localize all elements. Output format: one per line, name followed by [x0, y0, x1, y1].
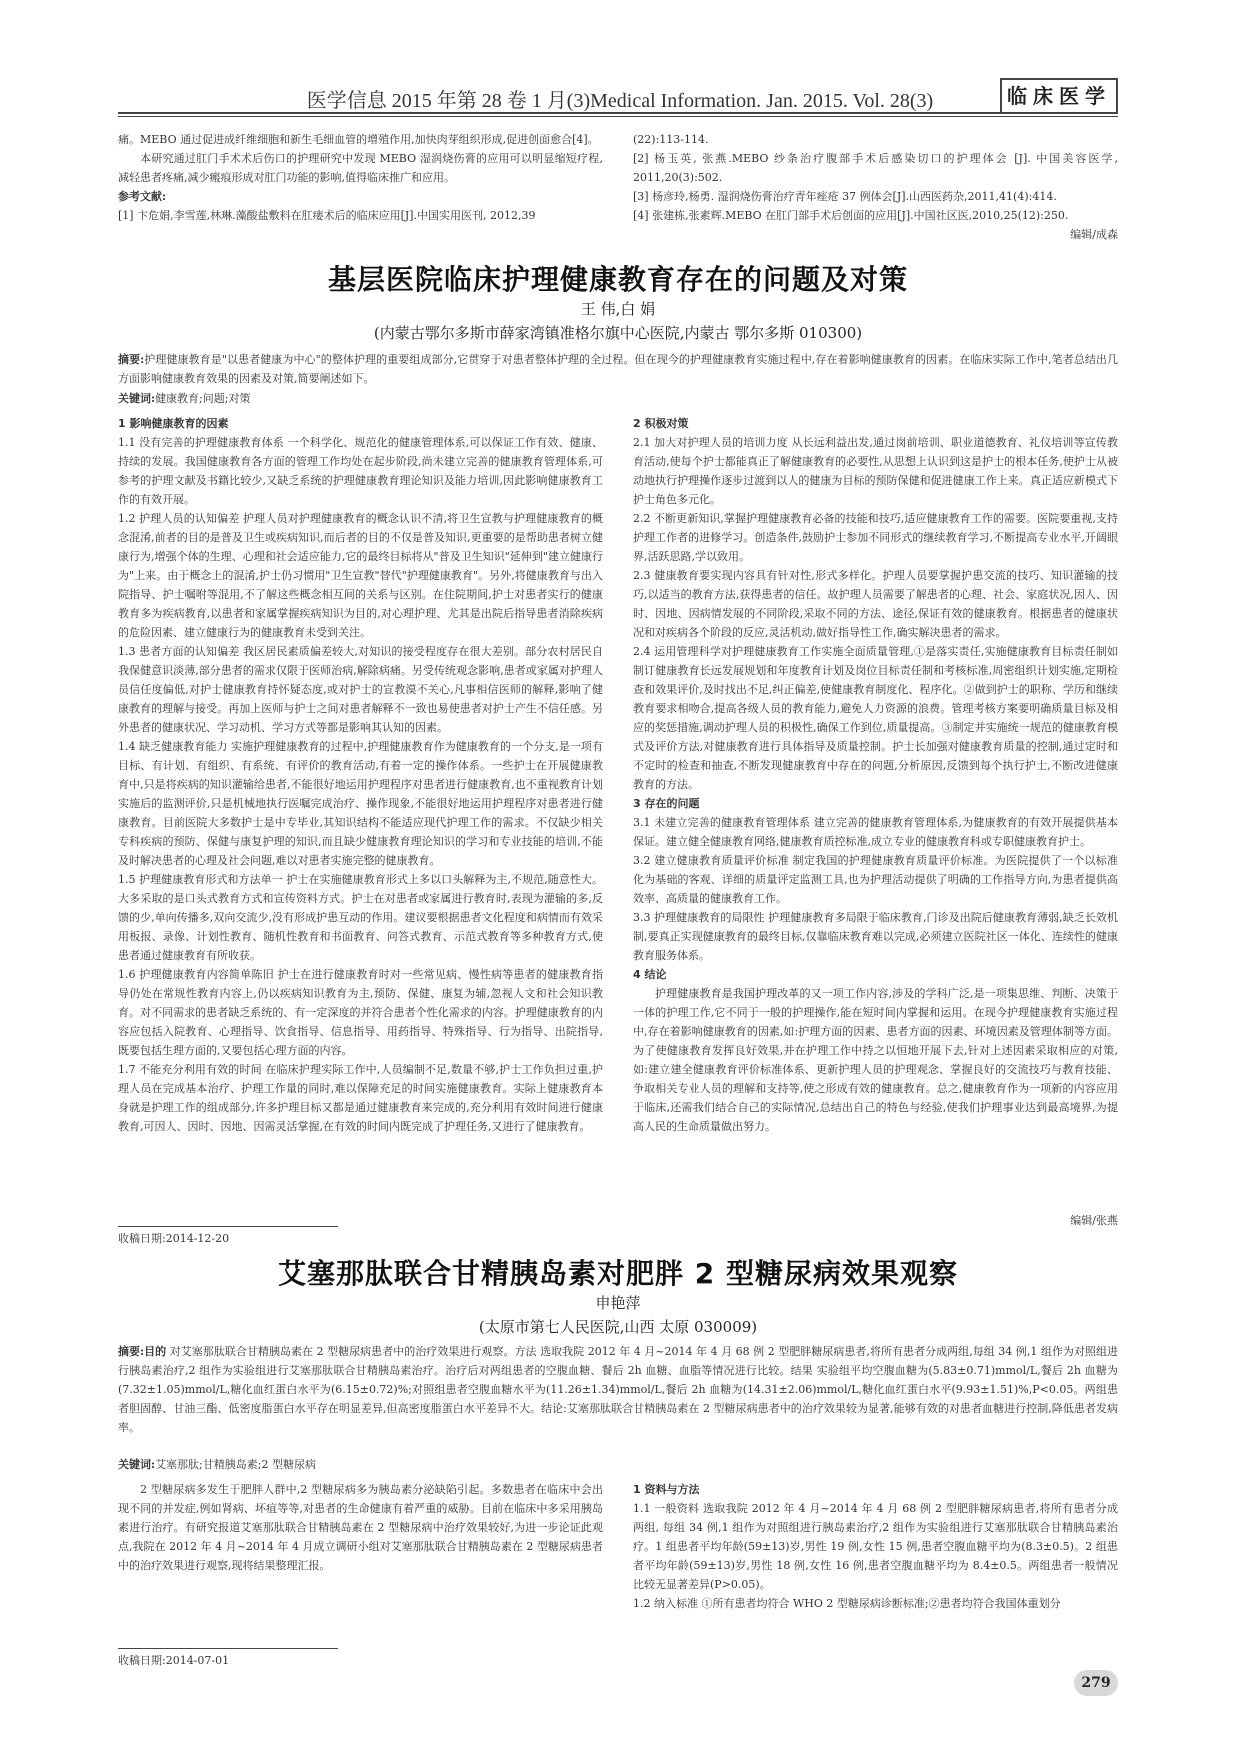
body-paragraph: 3.3 护理健康教育的局限性 护理健康教育多局限于临床教育,门诊及出院后健康教育薄弱,缺乏长效机制,要真正实现健康教育的最终目标,仅靠临床教育难以完成,必须建立医院社区一体化、连续性的健康教育服务体系。	[633, 911, 1118, 962]
reference-item: [4] 张建栋,张素辉.MEBO 在肛门部手术后创面的应用[J].中国社区医,2010,25(12):250.	[633, 209, 1069, 222]
article2-left-column	[118, 1480, 603, 1575]
reference-item: [2] 杨玉英, 张燕.MEBO 纱条治疗腹部手术后感染切口的护理体会 [J]. 中国美容医学, 2011,20(3):502.	[633, 152, 1118, 184]
article1-editor: 编辑/张燕	[1070, 1214, 1118, 1227]
body-paragraph: 2.2 不断更新知识,掌握护理健康教育必备的技能和技巧,适应健康教育工作的需要。医院要重视,支持护理工作者的进修学习。创造条件,鼓励护士参加不同形式的继续教育学习,不断提高专业水平,开阔眼界,活跃思路,学以致用。	[633, 512, 1118, 563]
article2-keywords	[118, 1456, 1118, 1472]
article2-abstract	[118, 1342, 1118, 1437]
body-paragraph: 1.1 一般资料 选取我院 2012 年 4 月~2014 年 4 月 68 例 2 型肥胖糖尿病患者,将所有患者分成两组, 每组 34 例,1 组作为对照组进行胰岛素治疗,2 组作为实验组进行艾塞那肽联合甘精胰岛素治疗。1 组患者平均年龄(59±13)岁,男性 19 例,女性 15 例,患者空腹血糖平均为(8.3±0.5)。2 组患者平均年龄(59±13)岁,男性 18 例,女性 16 例,患者空腹血糖平均为 8.4±0.5。两组患者一般情况比较无显著差异(P>0.05)。	[633, 1502, 1118, 1591]
body-paragraph: 3.2 建立健康教育质量评价标准 制定我国的护理健康教育质量评价标准。为医院提供了一个以标准化为基础的客观、详细的质量评定监测工具,也为护理活动提供了明确的工作指导方向,为患者提供高效率、高质量的健康教育工作。	[633, 854, 1118, 905]
top-right-column	[633, 130, 1118, 244]
body-paragraph: 1.7 不能充分利用有效的时间 在临床护理实际工作中,人员编制不足,数量不够,护士工作负担过重,护理人员在完成基本治疗、护理工作量的同时,难以保障充足的时间实施健康教育。实际上健康教育本身就是护理工作的组成部分,许多护理目标又都是通过健康教育来完成的,充分利用有效时间进行健康教育,可因人、因时、因地、因需灵活掌握,在有效的时间内既完成了护理任务,又进行了健康教育。	[118, 1063, 603, 1133]
article2-authors: 申艳萍	[595, 1294, 641, 1312]
page-number: 279	[1074, 1670, 1118, 1696]
keywords-text: 艾塞那肽;甘精胰岛素;2 型糖尿病	[155, 1458, 316, 1471]
article1-affiliation: (内蒙古鄂尔多斯市薛家湾镇准格尔旗中心医院,内蒙古 鄂尔多斯 010300)	[373, 324, 863, 342]
reference-item: (22):113-114.	[633, 133, 709, 146]
abstract-text: 对艾塞那肽联合甘精胰岛素在 2 型糖尿病患者中的治疗效果进行观察。方法 选取我院 2012 年 4 月~2014 年 4 月 68 例 2 型肥胖糖尿病患者,将所有患者分成两组,每组 34 例,1 组作为对照组进行胰岛素治疗,2 组作为实验组进行艾塞那肽联合甘精胰岛素治疗。治疗后对两组患者的空腹血糖、餐后 2h 血糖、血脂等情况进行比较。结果 实验组平均空腹血糖为(5.83±0.71)mmol/L,餐后 2h 血糖为(7.32±1.05)mmol/L,糖化血红蛋白水平为(6.15±0.72)%;对照组患者空腹血糖水平为(11.26±1.34)mmol/L,餐后 2h 血糖为(14.31±2.06)mmol/L,糖化血红蛋白水平(9.93±1.51)%,P<0.05。两组患者胆固醇、甘油三酯、低密度脂蛋白水平存在明显差异,但高密度脂蛋白水平差异不大。结论:艾塞那肽联合甘精胰岛素在 2 型糖尿病患者中的治疗效果较为显著,能够有效的对患者血糖进行控制,降低患者发病率。	[118, 1345, 1118, 1434]
body-paragraph: 3.1 未建立完善的健康教育管理体系 建立完善的健康教育管理体系,为健康教育的有效开展提供基本保证。建立健全健康教育网络,健康教育质控标准,成立专业的健康教育科或专职健康教育护士。	[633, 816, 1118, 848]
references-heading: 参考文献:	[118, 190, 167, 203]
section-heading: 4 结论	[633, 968, 667, 981]
body-paragraph: 1.5 护理健康教育形式和方法单一 护士在实施健康教育形式上多以口头解释为主,不规范,随意性大。大多采取的是口头式教育方式和宣传资料方式。护士在对患者或家属进行教育时,表现为灌输的多,反馈的少,单向传播多,双向交流少,没有形成护患互动的作用。建议要根据患者文化程度和病情而有效采用板报、录像、计划性教育、随机性教育和书面教育、问答式教育、示范式教育等多种教育方式,使患者通过健康教育有所收获。	[118, 873, 603, 962]
body-paragraph: 2.1 加大对护理人员的培训力度 从长远利益出发,通过岗前培训、职业道德教育、礼仪培训等宣传教育活动,使每个护士都能真正了解健康教育的必要性,从思想上认识到这是护士的根本任务,使护士从被动地执行护理操作逐步过渡到以人的健康为目标的预防保健和促进健康工作上来。真正适应新模式下护士角色多元化。	[633, 436, 1118, 506]
reference-item: [3] 杨彦玲,杨勇. 湿润烧伤膏治疗青年痤疮 37 例体会[J].山西医药杂,2011,41(4):414.	[633, 190, 1057, 203]
section-heading: 1 影响健康教育的因素	[118, 417, 229, 430]
article1-title: 基层医院临床护理健康教育存在的问题及对策	[327, 263, 908, 296]
top-left-column	[118, 130, 603, 225]
keywords-label: 关键词:	[118, 1458, 156, 1471]
abstract-label: 摘要:目的	[118, 1345, 167, 1358]
article1-left-column	[118, 414, 603, 1136]
body-paragraph: 1.6 护理健康教育内容简单陈旧 护士在进行健康教育时对一些常见病、慢性病等患者的健康教育指导仍处在常规性教育内容上,仍以疾病知识教育为主,预防、保健、康复为辅,忽视人文和社会知识教育。对不同需求的患者缺乏系统的、有一定深度的并符合患者个性化需求的内容。护理健康教育的内容应包括入院教育、心理指导、饮食指导、信息指导、用药指导、特殊指导、行为指导、出院指导,既要包括生理方面的,又要包括心理方面的内容。	[118, 968, 603, 1057]
article2-received: 收稿日期:2014-07-01	[118, 1654, 230, 1667]
reference-item: [1] 卞危娟,李雪莲,林琳.藻酸盐敷料在肛瘘术后的临床应用[J].中国实用医刊, 2012,39	[118, 209, 536, 222]
article2-affiliation: (太原市第七人民医院,山西 太原 030009)	[478, 1318, 758, 1336]
keywords-text: 健康教育;问题;对策	[155, 392, 251, 405]
article1-authors: 王 伟,白 娟	[580, 300, 656, 318]
header-rule	[118, 112, 1118, 114]
body-paragraph: 2 型糖尿病多发生于肥胖人群中,2 型糖尿病多为胰岛素分泌缺陷引起。多数患者在临床中会出现不同的并发症,例如肾病、坏疽等等,对患者的生命健康有着严重的威胁。目前在临床中多采用胰岛素进行治疗。有研究报道艾塞那肽联合甘精胰岛素在 2 型糖尿病中治疗效果较好,为进一步论证此观点,我院在 2012 年 4 月~2014 年 4 月成立调研小组对艾塞那肽联合甘精胰岛素在 2 型糖尿病患者中的治疗效果进行观察,现将结果整理汇报。	[118, 1483, 603, 1572]
article1-abstract	[118, 350, 1118, 388]
body-paragraph: 1.2 纳入标准 ①所有患者均符合 WHO 2 型糖尿病诊断标准;②患者均符合我国体重划分	[633, 1597, 1061, 1610]
header-rule-thin	[118, 116, 1118, 117]
section-label: 临床医学	[1000, 78, 1118, 114]
section-heading: 3 存在的问题	[633, 797, 700, 810]
abstract-text: 护理健康教育是"以患者健康为中心"的整体护理的重要组成部分,它贯穿于对患者整体护理的全过程。但在现今的护理健康教育实施过程中,存在着影响健康教育的因素。在临床实际工作中,笔者总结出几方面影响健康教育效果的因素及对策,简要阐述如下。	[118, 353, 1118, 385]
section-heading: 1 资料与方法	[633, 1483, 700, 1496]
footnote-rule	[118, 1226, 338, 1227]
continuation-paragraph: 痛。MEBO 通过促进成纤维细胞和新生毛细血管的增殖作用,加快肉芽组织形成,促进创面愈合[4]。	[118, 133, 599, 146]
body-paragraph: 1.2 护理人员的认知偏差 护理人员对护理健康教育的概念认识不清,将卫生宣教与护理健康教育的概念混淆,前者的目的是普及卫生或疾病知识,而后者的目的不仅是普及知识,更重要的是帮助患者树立健康行为,增强个体的生理、心理和社会适应能力,它的最终目标将从"普及卫生知识"延伸到"建立健康行为"上来。由于概念上的混淆,护士仍习惯用"卫生宣教"替代"护理健康教育"。另外,将健康教育与出入院指导、护士嘱咐等混用,不了解这些概念相互间的关系与区别。在住院期间,护士对患者实行的健康教育多为疾病教育,以患者和家属掌握疾病知识为目的,对心理护理、尤其是出院后指导患者消除疾病的危险因素、建立健康行为的健康教育未受到关注。	[118, 512, 603, 639]
body-paragraph: 2.4 运用管理科学对护理健康教育工作实施全面质量管理,①是落实责任,实施健康教育目标责任制如制订健康教育长远发展规划和年度教育计划及岗位目标责任制和考核标准,周密组织计划实施,定期检查和效果评价,及时找出不足,纠正偏差,使健康教育制度化、程序化。②做到护士的职称、学历和继续教育要求相吻合,提高各级人员的教育能力,避免人力资源的浪费。管理考核方案要明确质量目标及相应的奖惩措施,调动护理人员的积极性,确保工作到位,质量提高。③制定并实施统一规范的健康教育模式及评价方法,对健康教育进行具体指导及质量控制。护士长加强对健康教育质量的控制,通过定时和不定时的检查和抽查,不断发现健康教育中存在的问题,分析原因,反馈到每个执行护士,不断改进健康教育的方法。	[633, 645, 1118, 791]
editor-note: 编辑/成森	[1070, 228, 1118, 241]
body-paragraph: 1.3 患者方面的认知偏差 我区居民素质偏差较大,对知识的接受程度存在很大差别。部分农村居民自我保健意识淡薄,部分患者的需求仅限于医师治病,解除病痛。另受传统观念影响,患者或家属对护理人员信任度偏低,对护士健康教育持怀疑态度,或对护士的宣教漠不关心,凡事相信医师的解释,影响了健康教育的理解与接受。再加上医师与护士之间对患者解释不一致也易使患者对护士产生不信任感。另外患者的健康状况、学习动机、学习方式等都是影响其认知的因素。	[118, 645, 603, 734]
conclusion-paragraph: 本研究通过肛门手术术后伤口的护理研究中发现 MEBO 湿润烧伤膏的应用可以明显缩短疗程,减轻患者疼痛,减少瘢痕形成对肛门功能的影响,值得临床推广和应用。	[118, 152, 603, 184]
footnote-rule	[118, 1648, 338, 1649]
article1-right-column	[633, 414, 1118, 1136]
section-heading: 2 积极对策	[633, 417, 689, 430]
keywords-label: 关键词:	[118, 392, 156, 405]
journal-header: 医学信息 2015 年第 28 卷 1 月(3)Medical Information. Jan. 2015. Vol. 28(3)	[306, 90, 934, 112]
body-paragraph: 护理健康教育是我国护理改革的又一项工作内容,涉及的学科广泛,是一项集思维、判断、决策于一体的护理工作,它不同于一般的护理操作,能在短时间内掌握和运用。在现今护理健康教育实施过程中,存在着影响健康教育的因素,如:护理方面的因素、患者方面的因素、环境因素及管理体制等方面。为了使健康教育发挥良好效果,并在护理工作中持之以恒地开展下去,针对上述因素采取相应的对策,如:建立建全健康教育评价标准体系、更新护理人员的护理观念、掌握良好的交流技巧与教育技能、争取相关专业人员的理解和支持等,使之形成有效的健康教育。总之,健康教育作为一项新的内容应用于临床,还需我们结合自己的实际情况,总结出自己的特色与经验,使我们护理事业达到最高境界,为提高人民的生命质量做出努力。	[633, 987, 1118, 1133]
article1-received: 收稿日期:2014-12-20	[118, 1232, 230, 1245]
abstract-label: 摘要:	[118, 353, 145, 366]
article2-right-column	[633, 1480, 1118, 1613]
article1-keywords	[118, 390, 1118, 406]
body-paragraph: 1.1 没有完善的护理健康教育体系 一个科学化、规范化的健康管理体系,可以保证工作有效、健康、持续的发展。我国健康教育各方面的管理工作均处在起步阶段,尚未建立完善的健康教育管理体系,可参考的护理文献及书籍比较少,又缺乏系统的护理健康教育理论知识及能力培训,因此影响健康教育工作的有效开展。	[118, 436, 603, 506]
body-paragraph: 2.3 健康教育要实现内容具有针对性,形式多样化。护理人员要掌握护患交流的技巧、知识灌输的技巧,以适当的教育方法,获得患者的信任。故护理人员需要了解患者的心理、社会、家庭状况,因人、因时、因地、因病情发展的不同阶段,采取不同的方法、途径,保证有效的健康教育。根据患者的健康状况和对疾病各个阶段的反应,灵活机动,做好指导性工作,确实解决患者的需求。	[633, 569, 1118, 639]
body-paragraph: 1.4 缺乏健康教育能力 实施护理健康教育的过程中,护理健康教育作为健康教育的一个分支,是一项有目标、有计划、有组织、有系统、有评价的教育活动,有着一定的操作体系。一些护士在开展健康教育中,只是将疾病的知识灌输给患者,不能很好地运用护理程序对患者进行健康教育,也不重视教育计划实施后的监测评价,只是机械地执行医嘱完成治疗、操作现象,不能很好地运用护理程序对患者进行健康教育。目前医院大多数护士是中专毕业,其知识结构不能适应现代护理工作的需求。不仅缺少相关专科疾病的预防、保健与康复护理的知识,而且缺少健康教育理论知识的学习和专业技能的培训,不能及时解决患者的心理及社会问题,难以对患者实施完整的健康教育。	[118, 740, 603, 867]
article2-title: 艾塞那肽联合甘精胰岛素对肥胖 2 型糖尿病效果观察	[278, 1257, 958, 1290]
